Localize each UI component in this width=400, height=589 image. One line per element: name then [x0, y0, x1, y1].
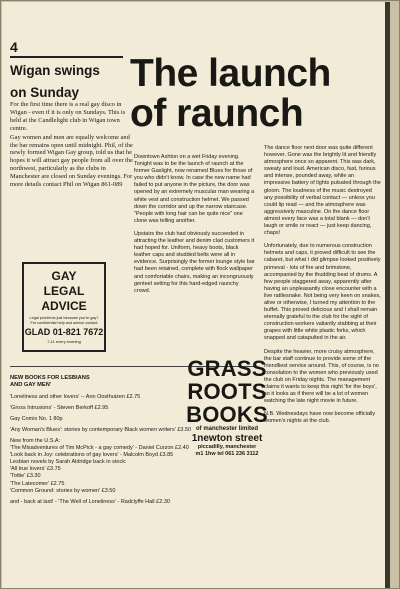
wigan-headline-line-1: Wigan swings [10, 63, 100, 78]
grass-telephone: m1 1hw tel 061 236 3112 [195, 450, 259, 457]
books-heading-line-1: NEW BOOKS FOR LESBIANS [10, 375, 90, 381]
ad-description: Legal problems just because you're gay? For confidential help and advice contact [29, 316, 99, 325]
ad-title-line-3: ADVICE [41, 299, 87, 313]
book-item: 'Gross Intrusions' - Steven Berkoff £2.95 [10, 404, 109, 411]
wigan-headline-line-2: on Sunday [10, 85, 80, 100]
book-item: Gay Comix No. 1 80p [10, 415, 63, 422]
book-usa-line: 'Tottie' £3.30 [10, 473, 41, 480]
article-paragraph: Despite the heavier, more cruisy atmosphere, the bar staff continue to provide some of the friendliest service around. This, of course, is no consolation to the women who previously used the club on Friday nights. The management claims it wants to keep this night 'for the boys', so it looks as if there will be a lot of women watching the late night movie in future. [264, 348, 379, 405]
ad-phone: GLAD 01-821 7672 [24, 327, 104, 337]
grass-city: piccadilly, manchester [197, 444, 257, 450]
book-usa-line: 'Look back in Joy: celebrations of gay lovers' - Malcolm Boyd £3.85 [10, 452, 174, 459]
ad-title-line-1: GAY [51, 269, 77, 283]
book-usa-line: Lesbian novels by Sarah Aldridge back in stock: [10, 459, 127, 466]
book-usa-line: New from the U.S.A: [10, 437, 61, 444]
wigan-paragraph-1: For the first time there is a real gay disco in Wigan - even if it is only on Sundays. This is held at the Candlelight club in Wigan town centre. [10, 101, 126, 132]
wigan-paragraph-2: Gay women and men are equally welcome and the bar remains open until midnight. Phil, of the newly formed Wigan Gay group, told us that he hopes it will attract gay people from all over the northwest, particularly as the clubs in Manchester are closed on Sunday evenings. For more details contact Phil on Wigan 861-089 [10, 133, 133, 189]
article-paragraph: Unfortunately, due to numerous construction helmets and caps, it proved difficult to see the cabaret, but what I did glimpse looked positively primeval - lots of fire and brimstone, accompanied by the thudding beat of drums. A few people staggered away, apparently after having an unpleasantly close encounter with a live rattlesnake. Not being very keen on snakes, alive or otherwise, I turned my attention to the buffet. This proved delicious and I shall remain eternally grateful to the club for the sight of construction workers valiantly stabbing at their grapes with little white plastic forks, which snapped and catapulted in the air. [264, 243, 381, 342]
grass-word-3: BOOKS [186, 402, 268, 427]
grass-word-2: ROOTS [187, 379, 267, 404]
page-number: 4 [10, 39, 18, 55]
article-paragraph: The dance floor next door was quite different however. Gone was the brightly lit and friendly atmosphere once so apparent. This was dark, sweaty and loud. American disco, fast, furious and intense, pounded away, while an impressive battery of lights pulsated through the gloom. The loudness of the music destroyed any possibility of verbal contact — unless you could lip read — and the atmosphere was aggressively masculine. On the dance floor almost every face was a total blank — don't laugh or smile or react — just keep dancing, chaps! [264, 145, 381, 237]
article-paragraph: N.B. Wednesdays have now become officially women's nights at the club. [264, 411, 376, 425]
grass-address: 1newton street [191, 433, 263, 444]
ad-hours: 7-11 every evening [47, 339, 81, 344]
book-usa-line: 'The Latecomer' £2.75 [10, 480, 65, 487]
book-usa-line: 'The Misadventures of Tim McPick - a gay comedy' - Daniel Curzon £2.40 [10, 445, 189, 452]
launch-headline-line-2: of raunch [130, 92, 304, 135]
launch-headline-line-1: The launch [130, 52, 331, 95]
ad-title-line-2: LEGAL [43, 284, 85, 298]
book-usa-line: 'All true lovers' £3.75 [10, 466, 61, 473]
article-paragraph: Downtown Ashton on a wet Friday evening. Tonight was to be the launch of raunch at the former Gaslight, now renamed Blues for those of you who didn't know. In case the new name had failed to put anyone in the picture, the door was opened by an extremely muscular man wearing a white vest and construction helmet. We passed down the corridor and up the narrow staircase. "People with long hair can be quite nice" one clone was telling another. [134, 154, 255, 224]
book-item: 'Any Woman's Blues': stories by contemporary Black women writers' £3.50 [10, 426, 192, 433]
grass-word-1: GRASS [187, 356, 267, 381]
book-usa-line: 'Common Ground: stories by women' £3.50 [10, 487, 116, 494]
grass-subtitle: of manchester limited [195, 426, 258, 432]
article-paragraph: Upstairs the club had obviously succeeded in attracting the leather and denim clad customers it had hoped for. Uniform, heavy boots, black leather caps and studded belts were all in evidence. Surprisingly the former lounge style bar had been retained, complete with flock wallpaper and comfortable chairs, making an incongruously genteel setting for this hard-edged raunchy crowd. [134, 230, 255, 294]
book-last-line: and - back at last! - 'The Well of Loneliness' - Radclyffe Hall £2.30 [10, 498, 170, 505]
books-heading-line-2: AND GAY MEN' [10, 382, 52, 389]
book-item: 'Loneliness and other lovers' -- Ann Oosthuizen £2.75 [10, 393, 141, 400]
